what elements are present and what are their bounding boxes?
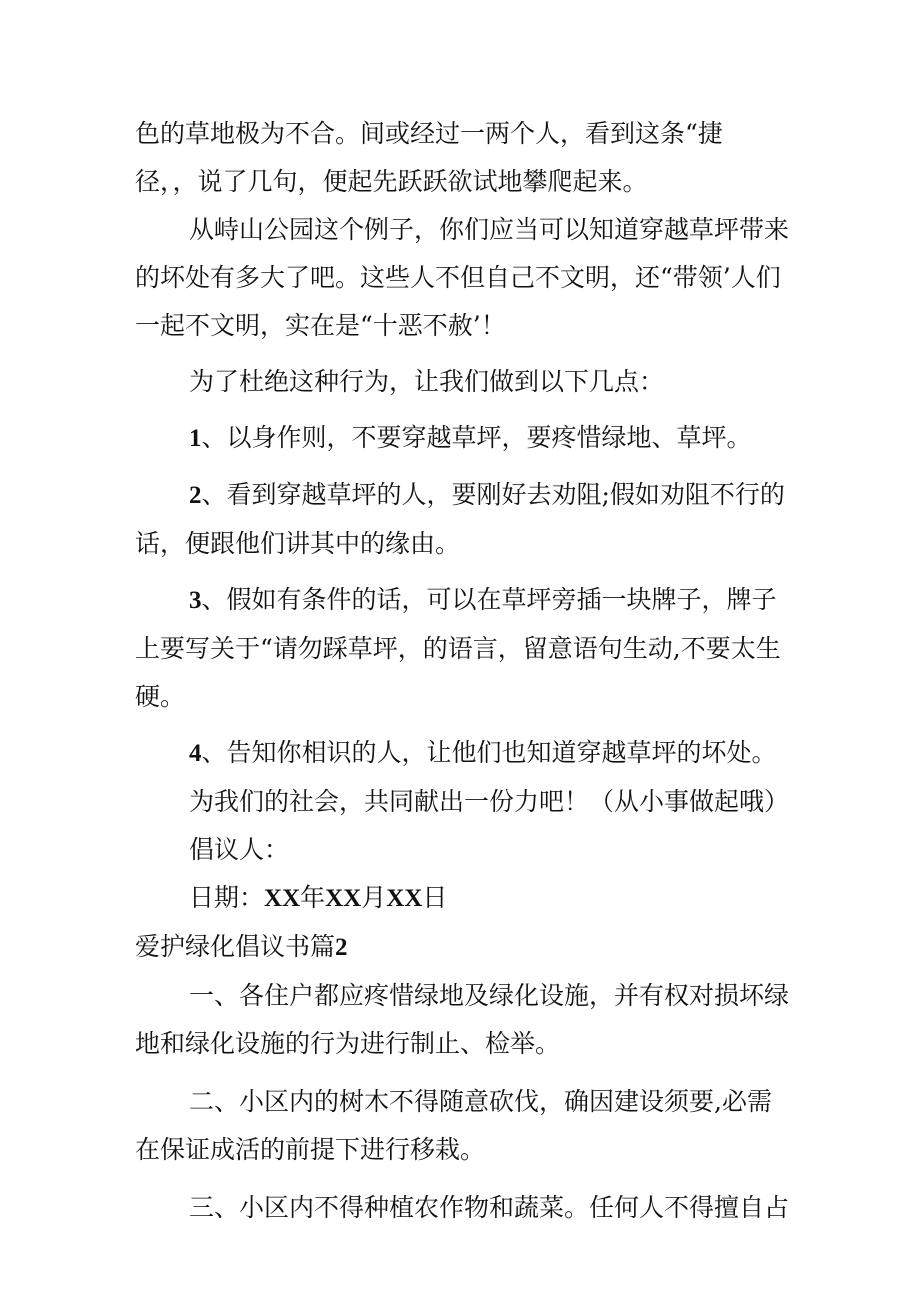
date-label: 日期： [189, 883, 265, 912]
initiator-label: 倡议人： [189, 835, 290, 864]
date-unit: 日 [422, 883, 448, 912]
section-item-3: 三、小区内不得种植农作物和蔬菜。任何人不得擅自占 [189, 1193, 790, 1222]
paragraph-line: 径，，说了几句，便起先跃跃欲试地攀爬起来。 [135, 167, 648, 196]
list-number: 1 [189, 425, 202, 452]
list-item-1 [135, 414, 795, 463]
list-item-3 [135, 576, 795, 721]
date-placeholder: XX [325, 885, 362, 912]
date-line [135, 874, 795, 923]
date-unit: 月 [361, 883, 387, 912]
paragraph-intro-points: 为了杜绝这种行为，让我们做到以下几点： [189, 367, 665, 396]
date-placeholder: XX [264, 885, 301, 912]
list-number: 2 [189, 482, 202, 509]
date-unit: 年 [300, 883, 326, 912]
paragraph-call-to-action: 为我们的社会，共同献出一份力吧！（从小事做起哦） [189, 787, 790, 816]
list-text: 、假如有条件的话，可以在草坪旁插一块牌子，牌子上要写关于“请勿踩草坪，的语言，留意语句生动,不要太生硬。 [135, 585, 781, 711]
paragraph-line: 色的草地极为不合。间或经过一两个人，看到这条“捷 [135, 119, 723, 148]
document-body [135, 110, 795, 1232]
date-placeholder: XX [386, 885, 423, 912]
section-item-1: 一、各住户都应疼惜绿地及绿化设施，并有权对损坏绿地和绿化设施的行为进行制止、检举。 [135, 981, 790, 1058]
paragraph-example: 从峙山公园这个例子，你们应当可以知道穿越草坪带来的坏处有多大了吧。这些人不但自己不文明，还“带领’人们一起不文明，实在是“十恶不赦’！ [135, 215, 790, 340]
list-text: 、告知你相识的人，让他们也知道穿越草坪的坏处。 [201, 738, 777, 767]
section-heading-text: 爱护绿化倡议书篇 [135, 932, 336, 961]
list-text: 、以身作则，不要穿越草坪，要疼惜绿地、草坪。 [201, 423, 752, 452]
list-item-4 [135, 729, 795, 778]
list-text: 、看到穿越草坪的人，要刚好去劝阻;假如劝阻不行的话，便跟他们讲其中的缘由。 [135, 480, 785, 558]
list-number: 3 [189, 587, 202, 614]
section-heading [135, 923, 795, 972]
list-number: 4 [189, 740, 202, 767]
list-item-2 [135, 471, 795, 568]
section-heading-number: 2 [335, 934, 348, 961]
section-item-2: 二、小区内的树木不得随意砍伐，确因建设须要,必需在保证成活的前提下进行移栽。 [135, 1087, 772, 1164]
